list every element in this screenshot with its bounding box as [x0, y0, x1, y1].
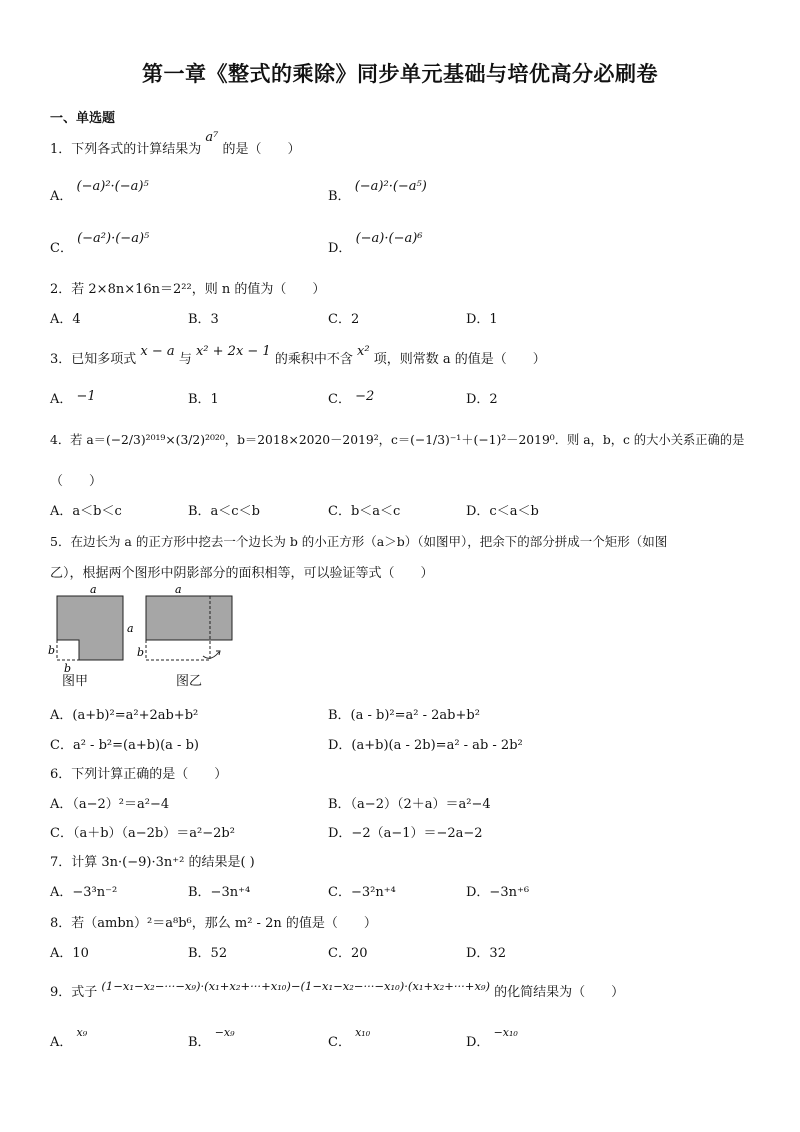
option-label: A．: [50, 392, 73, 407]
q9-stem-text: 9．式子: [50, 985, 98, 1000]
q3-stem-tail: 项，则常数 a 的值是（ ）: [373, 352, 546, 367]
fig1-dashed-corner: [57, 640, 79, 660]
page-title: 第一章《整式的乘除》同步单元基础与培优高分必刷卷: [142, 62, 658, 86]
option-expr: (−a)²·(−a)⁵: [76, 179, 149, 194]
fig2-rotate-arrow: [203, 652, 219, 658]
q1-option-d[interactable]: [328, 231, 423, 256]
q8-option-a[interactable]: A．10: [50, 946, 89, 961]
option-expr: (−a²)·(−a)⁵: [77, 231, 150, 246]
q1-option-c[interactable]: [50, 231, 150, 256]
option-expr: (−a)²·(−a⁵): [354, 179, 427, 194]
option-expr: (−a)·(−a)⁶: [355, 231, 423, 246]
q4-option-b[interactable]: B．a＜c＜b: [188, 504, 260, 519]
q7-option-a[interactable]: A．−3³n⁻²: [50, 885, 118, 900]
option-expr: x₁₀: [355, 1026, 371, 1039]
q5-figure-svg: [45, 584, 245, 684]
q2-option-c[interactable]: C．2: [328, 312, 360, 327]
q3-option-a[interactable]: [50, 388, 96, 407]
q4-option-a[interactable]: A．a＜b＜c: [50, 504, 122, 519]
q2-option-b[interactable]: B．3: [188, 312, 219, 327]
question-7-stem: 7．计算 3n·(−9)·3n⁺² 的结果是( ): [50, 855, 255, 870]
q9-option-b[interactable]: [188, 1026, 235, 1050]
q5-option-a[interactable]: A．(a+b)²=a²+2ab+b²: [50, 708, 199, 723]
q3-expr2: x² + 2x − 1: [195, 344, 271, 359]
option-expr: −1: [76, 389, 96, 404]
q6-option-d[interactable]: D．−2（a−1）＝−2a−2: [328, 826, 483, 841]
question-8-stem: 8．若（ambn）²＝a⁸b⁶，那么 m² - 2n 的值是（ ）: [50, 916, 377, 931]
question-9-stem: [50, 981, 624, 1000]
fig1-label-b-bottom: b: [64, 662, 72, 675]
option-label: A．: [50, 189, 73, 204]
option-label: B．: [328, 189, 351, 204]
q9-option-c[interactable]: [328, 1026, 371, 1050]
fig2-label-b-left: b: [137, 646, 145, 659]
q8-option-c[interactable]: C．20: [328, 946, 368, 961]
option-expr: −x₁₀: [493, 1026, 518, 1039]
q8-option-d[interactable]: D．32: [466, 946, 506, 961]
fig1-shaded-region: [57, 596, 123, 660]
q8-option-b[interactable]: B．52: [188, 946, 228, 961]
question-2-stem: 2．若 2×8n×16n＝2²²，则 n 的值为（ ）: [50, 282, 326, 297]
fig1-label-b-left: b: [48, 644, 56, 657]
option-label: D．: [328, 241, 352, 256]
q1-option-b[interactable]: [328, 179, 427, 204]
q3-mid1: 与: [178, 352, 192, 367]
option-label: C．: [328, 1035, 351, 1050]
section-heading: 一、单选题: [50, 111, 116, 126]
question-5-line1: 5．在边长为 a 的正方形中挖去一个边长为 b 的小正方形（a＞b）（如图甲），把余下的部分拼成一个矩形（如图: [50, 534, 668, 549]
fig1-label-a-top: a: [90, 584, 97, 596]
fig2-dashed-bottom: [146, 640, 210, 660]
q1-stem-text: 1．下列各式的计算结果为: [50, 142, 202, 157]
q3-option-b[interactable]: B．1: [188, 392, 219, 407]
fig2-label-a-top: a: [175, 584, 182, 596]
question-6-stem: 6．下列计算正确的是（ ）: [50, 767, 228, 782]
q3-expr3: x²: [357, 344, 370, 359]
q2-option-d[interactable]: D．1: [466, 312, 498, 327]
q4-option-d[interactable]: D．c＜a＜b: [466, 504, 539, 519]
q3-mid2: 的乘积中不含: [274, 352, 353, 367]
fig1-label-a-right: a: [127, 622, 134, 635]
option-expr: −x₉: [214, 1026, 235, 1039]
q3-option-c[interactable]: [328, 388, 374, 407]
option-label: A．: [50, 1035, 73, 1050]
option-expr: −2: [355, 389, 375, 404]
fig2-shaded-rect: [146, 596, 232, 640]
q1-option-a[interactable]: [50, 179, 149, 204]
q9-expr: (1−x₁−x₂−···−x₉)·(x₁+x₂+···+x₁₀)−(1−x₁−x₂−···−x₁₀)·(x₁+x₂+···+x₉): [101, 979, 491, 993]
question-5-line2: 乙），根据两个图形中阴影部分的面积相等，可以验证等式（ ）: [50, 566, 434, 581]
option-label: C．: [328, 392, 351, 407]
question-1-stem: [50, 130, 301, 157]
q9-option-a[interactable]: [50, 1026, 88, 1050]
q4-option-c[interactable]: C．b＜a＜c: [328, 504, 401, 519]
q3-expr1: x − a: [140, 344, 175, 359]
q7-option-d[interactable]: D．−3n⁺⁶: [466, 885, 530, 900]
q3-stem-text: 3．已知多项式: [50, 352, 137, 367]
option-label: B．: [188, 1035, 211, 1050]
q7-option-b[interactable]: B．−3n⁺⁴: [188, 885, 251, 900]
option-label: C．: [50, 241, 73, 256]
q7-option-c[interactable]: C．−3²n⁺⁴: [328, 885, 396, 900]
q9-option-d[interactable]: [466, 1026, 518, 1050]
fig1-caption: 图甲: [62, 674, 89, 689]
option-expr: x₉: [76, 1026, 88, 1039]
question-4-paren: （ ）: [50, 474, 103, 489]
q5-option-b[interactable]: B．(a - b)²=a² - 2ab+b²: [328, 708, 480, 723]
q5-option-d[interactable]: D．(a+b)(a - 2b)=a² - ab - 2b²: [328, 738, 523, 753]
question-3-stem: [50, 344, 546, 367]
q9-stem-tail: 的化简结果为（ ）: [494, 985, 625, 1000]
question-4-stem: 4．若 a＝(−2/3)²⁰¹⁹×(3/2)²⁰²⁰，b＝2018×2020－2019²，c＝(−1/3)⁻¹＋(−1)²－2019⁰．则 a，b，c 的大小关系正确的是: [50, 433, 745, 447]
option-label: D．: [466, 1035, 490, 1050]
q1-expr: a⁷: [205, 130, 219, 145]
q5-option-c[interactable]: C．a² - b²=(a+b)(a - b): [50, 738, 199, 753]
q6-option-a[interactable]: A．（a−2）²＝a²−4: [50, 797, 170, 812]
q6-option-c[interactable]: C．（a＋b）（a−2b）＝a²−2b²: [50, 826, 235, 841]
q2-option-a[interactable]: A．4: [50, 312, 81, 327]
q3-option-d[interactable]: D．2: [466, 392, 498, 407]
q6-option-b[interactable]: B．（a−2）（2＋a）＝a²−4: [328, 797, 491, 812]
q1-stem-tail: 的是（ ）: [222, 142, 301, 157]
fig2-caption: 图乙: [176, 674, 203, 689]
